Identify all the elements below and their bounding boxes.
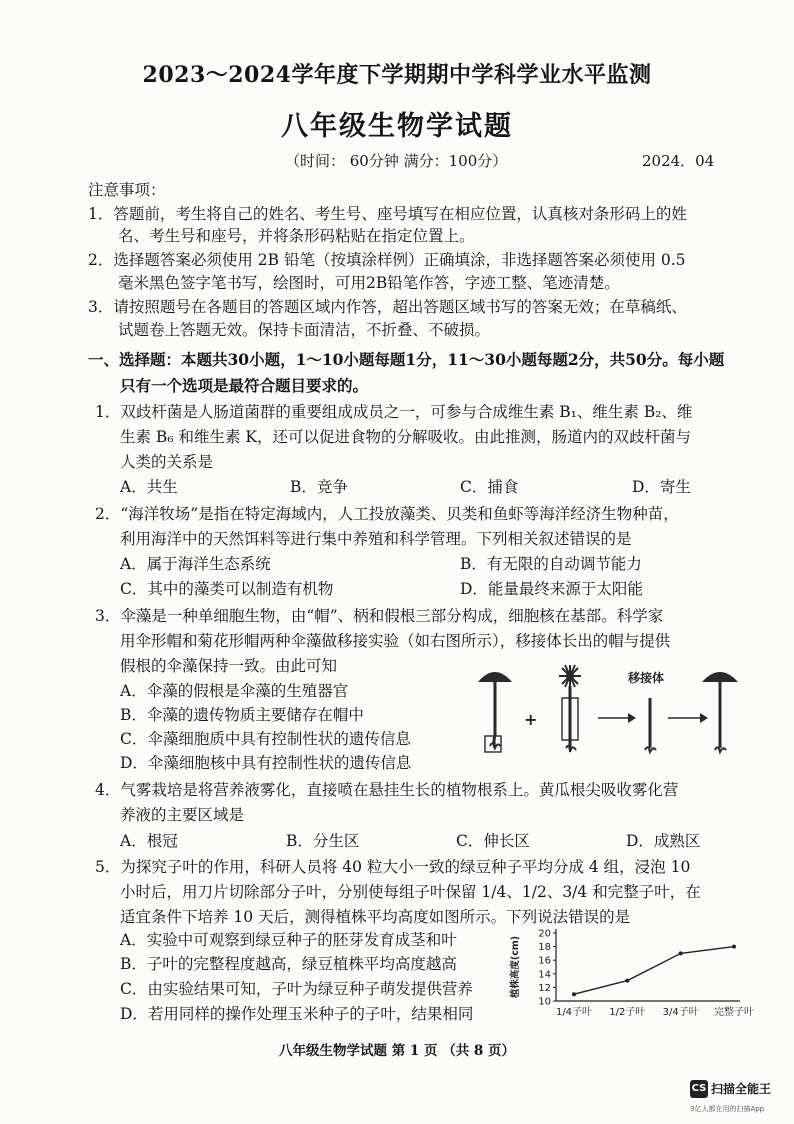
y-tick-label: 10 [538,996,551,1008]
exam-time-score: （时间： 60分钟 满分：100分） [285,152,508,170]
q4-option-b: B．分生区 [286,832,360,850]
y-tick-label: 14 [538,969,551,981]
data-point [625,979,629,983]
q5-stem-line-3: 适宜条件下培养 10 天后，测得植株平均高度如图所示。下列说法错误的是 [120,908,631,926]
q3-stem-line-2: 用伞形帽和菊花形帽两种伞藻做移接实验（如右图所示），移接体长出的帽与提供 [120,632,671,650]
scanner-watermark [690,1078,772,1113]
q1-option-d: D．寄生 [632,478,691,496]
y-tick-label: 18 [538,942,551,954]
umbrella-cap-alga-icon [478,672,512,752]
note-2-line-2: 毫米黑色签字笔书写，绘图时，可用2B铅笔作答，字迹工整、笔迹清楚。 [118,274,620,292]
note-3-line-2: 试题卷上答题无效。保持卡面清洁，不折叠、不破损。 [118,321,491,339]
q4-option-d: D．成熟区 [626,832,701,850]
q1-stem-line-3: 人类的关系是 [120,453,214,471]
q3-stem-line-3: 假根的伞藻保持一致。由此可知 [120,657,338,675]
q2-option-c: C．其中的藻类可以制造有机物 [120,580,334,598]
notes-heading: 注意事项： [88,181,166,199]
q5-stem-line-1: 5．为探究子叶的作用，科研人员将 40 粒大小一致的绿豆种子平均分成 4 组，浸泡 10 [95,858,691,876]
graft-label: 移接体 [628,671,665,685]
q2-stem-line-1: 2．“海洋牧场”是指在特定海域内，人工投放藻类、贝类和鱼虾等海洋经济生物种苗， [95,505,679,523]
q4-option-c: C．伸长区 [456,832,530,850]
note-1-line-2: 名、考生号和座号，并将条形码粘贴在指定位置上。 [118,227,475,245]
q5-option-b: B．子叶的完整程度越高，绿豆植株平均高度越高 [120,955,457,973]
q4-stem-line-2: 养液的主要区域是 [120,806,245,824]
acetabularia-graft-figure [470,660,760,765]
q5-option-c: C．由实验结果可知，子叶为绿豆种子萌发提供营养 [120,980,473,998]
q2-option-d: D．能量最终来源于太阳能 [460,580,643,598]
q3-option-c: C．伞藻细胞质中具有控制性状的遗传信息 [120,730,411,748]
page-footer: 八年级生物学试题 第 1 页 （共 8 页） [279,1043,515,1059]
data-point [732,945,736,949]
scanner-tagline: 3亿人都在用的扫描App [690,1105,765,1113]
graft-body-icon [645,698,656,752]
q1-stem-line-2: 生素 B₆ 和维生素 K，还可以促进食物的分解吸收。由此推测，肠道内的双歧杆菌与 [120,428,691,446]
x-tick-label: 1/4子叶 [555,1007,593,1018]
x-tick-label: 3/4子叶 [662,1007,699,1018]
q3-option-b: B．伞藻的遗传物质主要储存在帽中 [120,706,364,724]
y-tick-label: 12 [538,982,551,994]
q5-option-a: A．实验中可观察到绿豆种子的胚芽发育成茎和叶 [120,931,457,949]
note-2-line-1: 2．选择题答案必须使用 2B 铅笔（按填涂样例）正确填涂，非选择题答案必须使用 0.5 [88,251,686,269]
scanner-app-name: 扫描全能王 [711,1082,772,1096]
y-tick-label: 20 [538,928,551,940]
section-1-heading: 一、选择题：本题共30小题，1～10小题每题1分，11～30小题每题2分，共50分。每小题 [88,350,725,369]
data-point [572,992,576,996]
regenerated-umbrella-cap-icon [702,672,738,752]
q5-stem-line-2: 小时后，用刀片切除部分子叶，分别使每组子叶保留 1/4、1/2、3/4 和完整子叶，在 [120,883,701,901]
series-line [574,947,734,995]
q2-stem-line-2: 利用海洋中的天然饵料等进行集中养殖和科学管理。下列相关叙述错误的是 [120,530,632,548]
note-1-line-1: 1．答题前，考生将自己的姓名、考生号、座号填写在相应位置，认真核对条形码上的姓 [88,205,687,223]
exam-subject-title: 八年级生物学试题 [281,111,513,142]
exam-header-title: 2023～2024学年度下学期期中学科学业水平监测 [142,62,652,88]
q1-option-b: B．竞争 [290,478,348,496]
section-1-heading-line-2: 只有一个选项是最符合题目要求的。 [120,376,369,395]
plus-sign: + [524,710,538,729]
q4-stem-line-1: 4．气雾栽培是将营养液雾化，直接喷在悬挂生长的植物根系上。黄瓜根尖吸收雾化营 [95,781,679,799]
x-tick-label: 完整子叶 [714,1007,754,1018]
chrysanthemum-cap-alga-icon [559,665,581,752]
q2-option-a: A．属于海洋生态系统 [120,555,271,573]
x-tick-label: 1/2子叶 [609,1007,646,1018]
data-point [679,951,683,955]
q1-option-a: A．共生 [120,478,178,496]
q3-stem-line-1: 3．伞藻是一种单细胞生物，由“帽”、柄和假根三部分构成，细胞核在基部。科学家 [95,607,664,625]
y-tick-label: 16 [538,955,551,967]
y-axis-label: 植株高度(cm) [510,935,521,999]
q1-option-c: C．捕食 [460,478,519,496]
q2-option-b: B．有无限的自动调节能力 [460,555,642,573]
q1-stem-line-1: 1．双歧杆菌是人肠道菌群的重要组成成员之一，可参与合成维生素 B₁、维生素 B₂、维 [95,403,693,421]
q4-option-a: A．根冠 [120,832,178,850]
q3-option-d: D．伞藻细胞核中具有控制性状的遗传信息 [120,754,412,772]
plant-height-line-chart [508,925,758,1025]
q3-option-a: A．伞藻的假根是伞藻的生殖器官 [120,682,349,700]
scanner-logo-icon: CS [690,1080,708,1098]
note-3-line-1: 3．请按照题号在各题目的答题区域内作答，超出答题区域书写的答案无效；在草稿纸、 [88,298,687,316]
q5-option-d: D．若用同样的操作处理玉米种子的子叶，结果相同 [120,1005,474,1023]
exam-date: 2024．04 [642,152,715,170]
